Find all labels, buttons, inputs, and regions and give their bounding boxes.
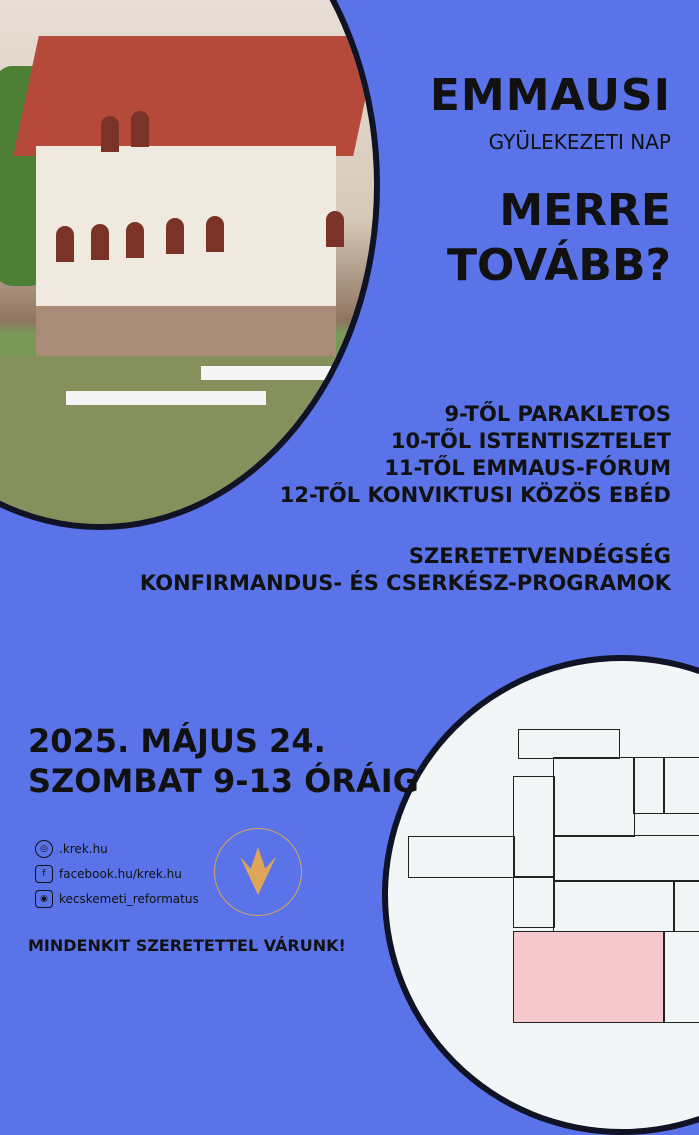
program-item: 10-TŐL ISTENTISZTELET — [390, 429, 671, 453]
extra-item: KONFIRMANDUS- ÉS CSERKÉSZ-PROGRAMOK — [139, 571, 671, 595]
www-icon: ◎ — [35, 840, 53, 858]
program-list — [280, 401, 671, 509]
extra-program-list — [140, 543, 671, 597]
event-title: EMMAUSI — [429, 70, 671, 121]
event-time: SZOMBAT 9-13 ÓRÁIG — [28, 762, 419, 800]
floor-plan-image — [388, 661, 699, 1129]
event-date: 2025. MÁJUS 24. — [28, 722, 326, 760]
instagram-link-text: kecskemeti_reformatus — [59, 892, 199, 906]
question-line-2: TOVÁBB? — [447, 240, 671, 291]
welcome-footer: MINDENKIT SZERETETTEL VÁRUNK! — [28, 936, 346, 955]
facebook-link-text: facebook.hu/krek.hu — [59, 867, 182, 881]
instagram-icon: ◉ — [35, 890, 53, 908]
program-item: 12-TŐL KONVIKTUSI KÖZÖS EBÉD — [279, 483, 671, 507]
instagram-link[interactable] — [35, 888, 199, 910]
phoenix-emblem-icon — [240, 847, 276, 895]
contact-links — [35, 838, 199, 913]
question-line-1: MERRE — [499, 185, 671, 236]
web-link[interactable] — [35, 838, 199, 860]
event-subtitle: GYÜLEKEZETI NAP — [488, 130, 671, 154]
facebook-link[interactable] — [35, 863, 199, 885]
facebook-icon: f — [35, 865, 53, 883]
extra-item: SZERETETVENDÉGSÉG — [408, 544, 671, 568]
web-link-text: .krek.hu — [59, 842, 108, 856]
church-logo — [214, 828, 302, 916]
program-item: 9-TŐL PARAKLETOS — [444, 402, 671, 426]
program-item: 11-TŐL EMMAUS-FÓRUM — [384, 456, 671, 480]
